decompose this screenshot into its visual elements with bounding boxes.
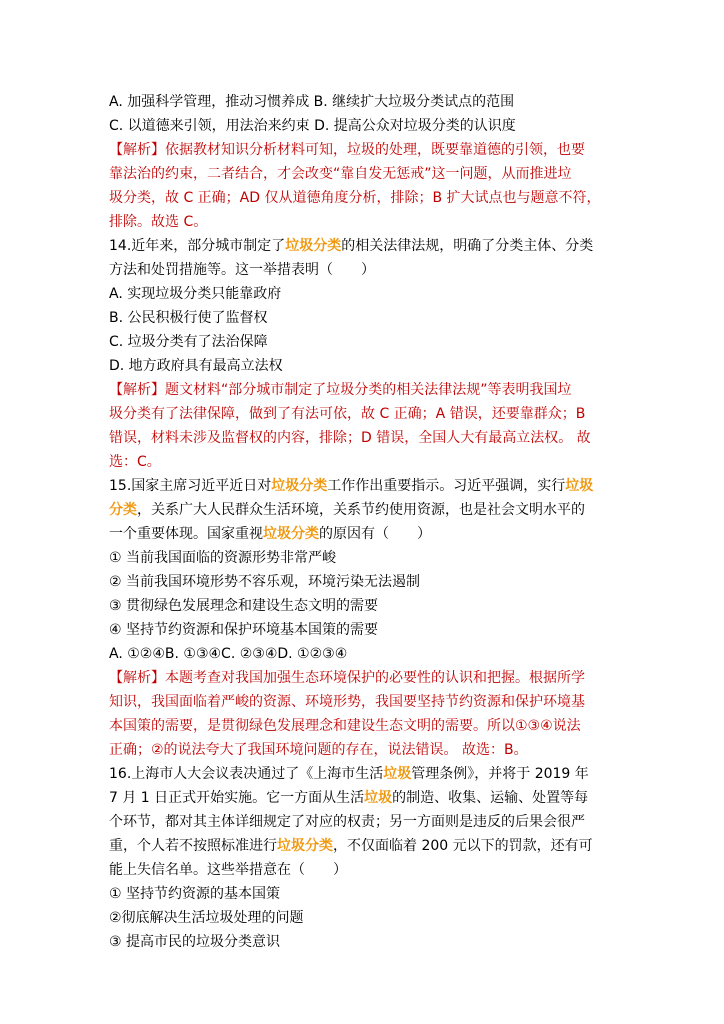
q14-analysis-line-3: 错误，材料未涉及监督权的内容，排除；D 错误，全国人大有最高立法权。 故: [109, 430, 591, 446]
q16-stem-line-5: 能上失信名单。这些举措意在（ ）: [109, 862, 347, 878]
keyword-highlight: 垃圾分类: [285, 238, 342, 254]
q15-analysis-line-4: 正确；②的说法夸大了我国环境问题的存在，说法错误。 故选：B。: [109, 742, 528, 758]
keyword-highlight: 垃圾分类: [271, 478, 328, 494]
q13-analysis-line-4: 排除。故选 C。: [109, 214, 208, 230]
q13-option-line-1: A. 加强科学管理，推动习惯养成 B. 继续扩大垃圾分类试点的范围: [109, 94, 515, 110]
q14-stem-line-2: 方法和处罚措施等。这一举措表明（ ）: [109, 262, 375, 278]
q14-stem-text: 14.近年来，部分城市制定了: [109, 238, 286, 254]
q16-stem-text: 7 月 1 日正式开始实施。它一方面从生活: [109, 790, 365, 806]
q15-stem-line-3: [109, 522, 619, 546]
q14-analysis-line-2: 圾分类有了法律保障，做到了有法可依，故 C 正确；A 错误，还要靠群众；B: [109, 406, 586, 422]
keyword-highlight: 分类: [109, 502, 137, 518]
q15-item-4: ④ 坚持节约资源和保护环境基本国策的需要: [109, 622, 378, 638]
q14-analysis-line-1: 【解析】题文材料“部分城市制定了垃圾分类的相关法律法规”等表明我国垃: [109, 382, 572, 398]
q16-item-2: ②彻底解决生活垃圾处理的问题: [109, 910, 304, 926]
q15-analysis-line-3: 本国策的需要，是贯彻绿色发展理念和建设生态文明的需要。所以①③④说法: [109, 718, 581, 734]
keyword-highlight: 垃圾分类: [277, 838, 333, 854]
q14-analysis-line-4: 选：C。: [109, 454, 161, 470]
keyword-highlight: 垃圾: [565, 478, 594, 494]
q16-stem-text: ，不仅面临着 200 元以下的罚款，还有可: [333, 838, 593, 854]
q14-option-b: B. 公民积极行使了监督权: [109, 310, 268, 326]
q16-stem-text: 的制造、收集、运输、处置等每: [392, 790, 589, 806]
q16-stem-text: 16.上海市人大会议表决通过了《上海市生活: [109, 766, 384, 782]
q16-stem-line-4: [109, 834, 619, 858]
q15-analysis-line-2: 知识，我国面临着严峻的资源、环境形势，我国要坚持节约资源和保护环境基: [109, 694, 585, 710]
q13-analysis-line-1: 【解析】依据教材知识分析材料可知，垃圾的处理，既要靠道德的引领，也要: [109, 142, 585, 158]
q14-stem-line-1: [109, 234, 619, 258]
q16-stem-text: 管理条例》，并将于 2019 年: [411, 766, 589, 782]
q15-stem-line-1: [109, 474, 619, 498]
q15-stem-text: 15.国家主席习近平近日对: [109, 478, 272, 494]
q16-stem-line-1: [109, 762, 619, 786]
q16-item-1: ① 坚持节约资源的基本国策: [109, 886, 281, 902]
keyword-highlight: 垃圾: [383, 766, 412, 782]
document-body: [109, 90, 619, 954]
q14-stem-text: 的相关法律法规，明确了分类主体、分类: [341, 238, 594, 254]
q16-stem-line-2: [109, 786, 619, 810]
q15-item-2: ② 当前我国环境形势不容乐观，环境污染无法遏制: [109, 574, 420, 590]
q14-option-d: D. 地方政府具有最高立法权: [109, 358, 283, 374]
keyword-highlight: 垃圾: [364, 790, 393, 806]
q15-stem-text: 工作作出重要指示。习近平强调，实行: [327, 478, 566, 494]
q13-option-line-2: C. 以道德来引领，用法治来约束 D. 提高公众对垃圾分类的认识度: [109, 118, 516, 134]
q13-analysis-line-2: 靠法治的约束，二者结合，才会改变“靠自发无惩戒”这一问题，从而推进垃: [109, 166, 572, 182]
q14-option-c: C. 垃圾分类有了法治保障: [109, 334, 268, 350]
q15-stem-text: 一个重要体现。国家重视: [109, 526, 263, 542]
q15-options: A. ①②④B. ①③④C. ②③④D. ①②③④: [109, 646, 348, 662]
q15-stem-text: 的原因有（ ）: [319, 526, 431, 542]
q16-item-3: ③ 提高市民的垃圾分类意识: [109, 934, 281, 950]
q15-item-1: ① 当前我国面临的资源形势非常严峻: [109, 550, 337, 566]
q15-stem-text: ，关系广大人民群众生活环境，关系节约使用资源，也是社会文明水平的: [137, 502, 585, 518]
keyword-highlight: 垃圾分类: [263, 526, 319, 542]
q15-analysis-line-1: 【解析】本题考查对我国加强生态环境保护的必要性的认识和把握。根据所学: [109, 670, 585, 686]
q13-analysis-line-3: 圾分类，故 C 正确；AD 仅从道德角度分析，排除；B 扩大试点也与题意不符，: [109, 190, 601, 206]
q16-stem-line-3: 个环节，都对其主体详细规定了对应的权责；另一方面则是违反的后果会很严: [109, 814, 585, 830]
q16-stem-text: 重，个人若不按照标准进行: [109, 838, 277, 854]
q14-option-a: A. 实现垃圾分类只能靠政府: [109, 286, 282, 302]
q15-stem-line-2: [109, 498, 619, 522]
q15-item-3: ③ 贯彻绿色发展理念和建设生态文明的需要: [109, 598, 378, 614]
